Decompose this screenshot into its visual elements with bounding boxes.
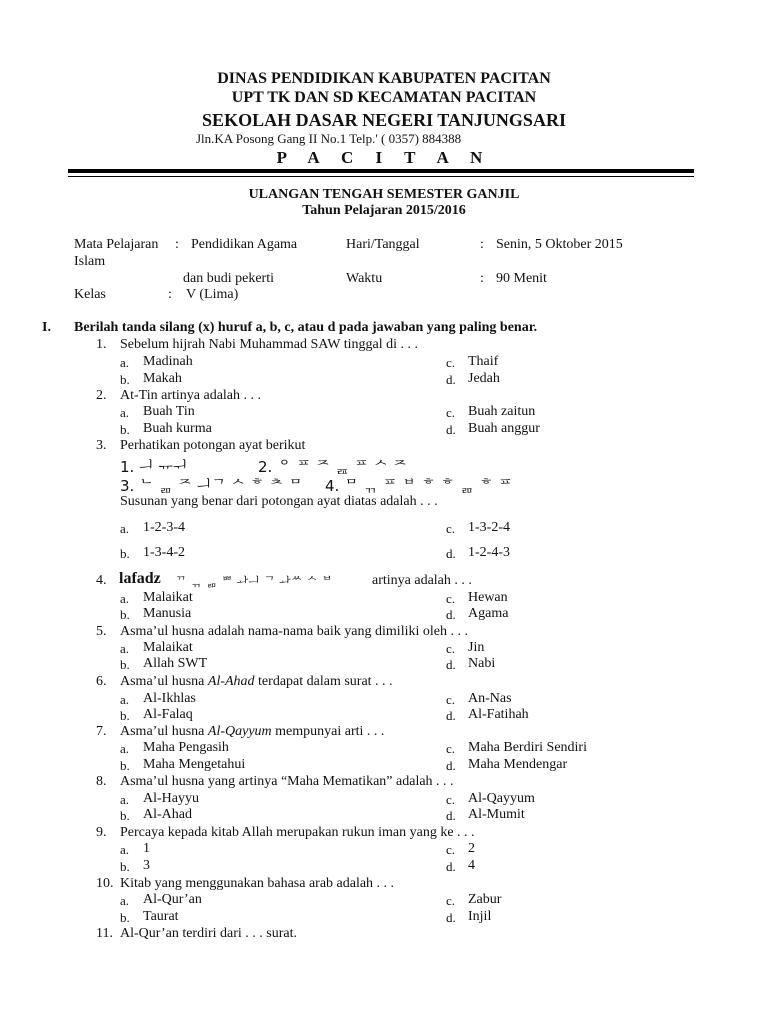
subject-label: Mata Pelajaran bbox=[74, 237, 159, 252]
class-sep: : bbox=[168, 287, 172, 302]
option-letter: b. bbox=[120, 808, 130, 823]
option-text: Allah SWT bbox=[143, 656, 208, 671]
option-letter: c. bbox=[446, 792, 456, 807]
time-label: Waktu bbox=[346, 271, 383, 286]
option-letter: b. bbox=[120, 859, 130, 874]
option-letter: b. bbox=[120, 372, 130, 387]
option-letter: b. bbox=[120, 758, 130, 773]
option-text: Al-Hayyu bbox=[143, 791, 199, 806]
class-label: Kelas bbox=[74, 287, 106, 302]
option-text: 1-3-2-4 bbox=[468, 520, 510, 535]
school-address: Jln.KA Posong Gang II No.1 Telp.' ( 0357) 884388 bbox=[196, 131, 462, 146]
verse-fragment-1: 1. ᅴ ᅲᅱ bbox=[120, 458, 188, 476]
option-letter: c. bbox=[446, 893, 456, 908]
question-text: artinya adalah . . . bbox=[372, 573, 472, 588]
question-text-2: Susunan yang benar dari potongan ayat diatas adalah . . . bbox=[120, 494, 438, 509]
question-text: Al-Qur’an terdiri dari . . . surat. bbox=[120, 926, 298, 941]
question-number: 10. bbox=[96, 876, 114, 891]
day-label: Hari/Tanggal bbox=[346, 237, 420, 252]
question-text: At-Tin artinya adalah . . . bbox=[120, 388, 262, 403]
option-text: Taurat bbox=[143, 909, 179, 924]
question-text bbox=[120, 674, 393, 690]
option-letter: d. bbox=[446, 859, 456, 874]
subject-sep: : bbox=[175, 237, 179, 252]
option-text: Al-Ahad bbox=[143, 807, 192, 822]
option-letter: a. bbox=[120, 741, 130, 756]
question-text-post: mempunyai arti . . . bbox=[275, 724, 385, 739]
question-text: Asma’ul husna adalah nama-nama baik yang dimiliki oleh . . . bbox=[120, 624, 468, 639]
school-name: SEKOLAH DASAR NEGERI TANJUNGSARI bbox=[202, 110, 566, 130]
asmaul-husna-term: Al-Qayyum bbox=[207, 724, 272, 739]
option-text: Manusia bbox=[143, 606, 192, 621]
agency-title: DINAS PENDIDIKAN KABUPATEN PACITAN bbox=[217, 70, 551, 87]
question-number: 7. bbox=[96, 724, 107, 739]
question-text: Perhatikan potongan ayat berikut bbox=[120, 438, 306, 453]
option-letter: b. bbox=[120, 546, 130, 561]
option-letter: c. bbox=[446, 355, 456, 370]
question-text: Kitab yang menggunakan bahasa arab adalah . . . bbox=[120, 876, 395, 891]
option-text: Al-Ikhlas bbox=[143, 691, 196, 706]
subject-value-2: dan budi pekerti bbox=[183, 271, 274, 286]
option-letter: d. bbox=[446, 422, 456, 437]
option-letter: a. bbox=[120, 405, 130, 420]
option-letter: d. bbox=[446, 808, 456, 823]
option-text: Madinah bbox=[143, 354, 193, 369]
option-letter: d. bbox=[446, 657, 456, 672]
option-text: Malaikat bbox=[143, 640, 193, 655]
question-number: 4. bbox=[96, 573, 107, 588]
option-text: 2 bbox=[468, 841, 475, 856]
option-text: Malaikat bbox=[143, 590, 193, 605]
day-sep: : bbox=[480, 237, 484, 252]
option-letter: b. bbox=[120, 422, 130, 437]
option-text: Maha Pengasih bbox=[143, 740, 229, 755]
header-rule-thin bbox=[68, 176, 694, 177]
option-letter: d. bbox=[446, 546, 456, 561]
option-text: Buah anggur bbox=[468, 421, 540, 436]
lafadz-label: lafadz bbox=[119, 570, 161, 587]
time-value: 90 Menit bbox=[496, 271, 547, 286]
option-letter: a. bbox=[120, 692, 130, 707]
option-text: Zabur bbox=[468, 892, 502, 907]
option-text: 1 bbox=[143, 841, 150, 856]
question-text bbox=[120, 724, 384, 740]
question-text-pre: Asma’ul husna bbox=[120, 674, 205, 689]
exam-title: ULANGAN TENGAH SEMESTER GANJIL bbox=[248, 187, 520, 202]
verse-fragment-4: 4. ᄆ ᆩ ᄑ ᄇ ᄒ ᄒ ᆱ ᄒ ᄑ bbox=[325, 477, 513, 495]
question-number: 3. bbox=[96, 438, 107, 453]
option-letter: d. bbox=[446, 607, 456, 622]
option-letter: a. bbox=[120, 521, 130, 536]
office-title: UPT TK DAN SD KECAMATAN PACITAN bbox=[231, 89, 537, 106]
question-number: 6. bbox=[96, 674, 107, 689]
option-letter: c. bbox=[446, 741, 456, 756]
header-rule-thick bbox=[68, 169, 694, 173]
question-text-post: terdapat dalam surat . . . bbox=[258, 674, 393, 689]
verse-fragment-2: 2. ᄋ ᄑ ᄌ ᆵ ᄑ ᄉ ᄌ bbox=[258, 458, 408, 476]
option-text: Jin bbox=[468, 640, 485, 655]
question-number: 11. bbox=[96, 926, 113, 941]
option-letter: a. bbox=[120, 591, 130, 606]
option-text: Buah kurma bbox=[143, 421, 212, 436]
option-letter: c. bbox=[446, 405, 456, 420]
option-text: 1-2-4-3 bbox=[468, 545, 510, 560]
option-letter: c. bbox=[446, 692, 456, 707]
option-letter: c. bbox=[446, 842, 456, 857]
option-text: Al-Qayyum bbox=[468, 791, 535, 806]
option-text: An-Nas bbox=[468, 691, 512, 706]
section-number: I. bbox=[42, 320, 51, 335]
question-text-pre: Asma’ul husna bbox=[120, 724, 205, 739]
option-letter: c. bbox=[446, 591, 456, 606]
city-name: P A C I T A N bbox=[276, 148, 492, 167]
exam-year: Tahun Pelajaran 2015/2016 bbox=[302, 203, 466, 218]
option-letter: d. bbox=[446, 708, 456, 723]
option-text: Thaif bbox=[468, 354, 499, 369]
question-number: 1. bbox=[96, 337, 107, 352]
option-text: Agama bbox=[468, 606, 509, 621]
option-text: 3 bbox=[143, 858, 150, 873]
option-letter: a. bbox=[120, 355, 130, 370]
option-text: Maha Mendengar bbox=[468, 757, 568, 772]
question-number: 2. bbox=[96, 388, 107, 403]
option-letter: a. bbox=[120, 641, 130, 656]
question-number: 5. bbox=[96, 624, 107, 639]
option-text: Maha Mengetahui bbox=[143, 757, 246, 772]
option-letter: d. bbox=[446, 758, 456, 773]
option-letter: b. bbox=[120, 708, 130, 723]
option-letter: b. bbox=[120, 910, 130, 925]
subject-value: Pendidikan Agama bbox=[191, 237, 298, 252]
option-text: 4 bbox=[468, 858, 475, 873]
option-letter: a. bbox=[120, 792, 130, 807]
option-text: 1-3-4-2 bbox=[143, 545, 185, 560]
question-number: 9. bbox=[96, 825, 107, 840]
option-letter: b. bbox=[120, 657, 130, 672]
question-text: Percaya kepada kitab Allah merupakan rukun iman yang ke . . . bbox=[120, 825, 475, 840]
option-letter: d. bbox=[446, 910, 456, 925]
question-text: Asma’ul husna yang artinya “Maha Mematikan” adalah . . . bbox=[120, 774, 454, 789]
section-instruction: Berilah tanda silang (x) huruf a, b, c, atau d pada jawaban yang paling benar. bbox=[74, 320, 538, 335]
option-text: Injil bbox=[468, 909, 492, 924]
subject-wrap: Islam bbox=[74, 254, 106, 269]
lafadz-glyphs: ᄁ ᆩ ᆱ ᄈ ᅪᅴ ᄀ ᅪᄊ ᄉ ᄇ bbox=[175, 575, 334, 589]
option-text: Al-Fatihah bbox=[468, 707, 529, 722]
option-text: Buah Tin bbox=[143, 404, 195, 419]
option-letter: d. bbox=[446, 372, 456, 387]
option-letter: a. bbox=[120, 893, 130, 908]
option-text: Al-Falaq bbox=[143, 707, 193, 722]
question-number: 8. bbox=[96, 774, 107, 789]
class-value: V (Lima) bbox=[186, 287, 239, 302]
option-text: Jedah bbox=[468, 371, 500, 386]
option-letter: c. bbox=[446, 641, 456, 656]
option-text: Al-Qur’an bbox=[143, 892, 202, 907]
option-letter: b. bbox=[120, 607, 130, 622]
option-text: Nabi bbox=[468, 656, 496, 671]
question-text: Sebelum hijrah Nabi Muhammad SAW tinggal di . . . bbox=[120, 337, 419, 352]
option-text: 1-2-3-4 bbox=[143, 520, 185, 535]
option-text: Hewan bbox=[468, 590, 508, 605]
verse-fragment-3: 3. ᄂ ᆱ ᄌ ᅴᄀ ᄉ ᄒ ᄎ ᄆ bbox=[120, 477, 303, 495]
option-text: Maha Berdiri Sendiri bbox=[468, 740, 587, 755]
time-sep: : bbox=[480, 271, 484, 286]
option-text: Makah bbox=[143, 371, 182, 386]
option-text: Buah zaitun bbox=[468, 404, 536, 419]
option-text: Al-Mumit bbox=[468, 807, 525, 822]
day-value: Senin, 5 Oktober 2015 bbox=[496, 237, 623, 252]
asmaul-husna-term: Al-Ahad bbox=[207, 674, 255, 689]
option-letter: a. bbox=[120, 842, 130, 857]
option-letter: c. bbox=[446, 521, 456, 536]
